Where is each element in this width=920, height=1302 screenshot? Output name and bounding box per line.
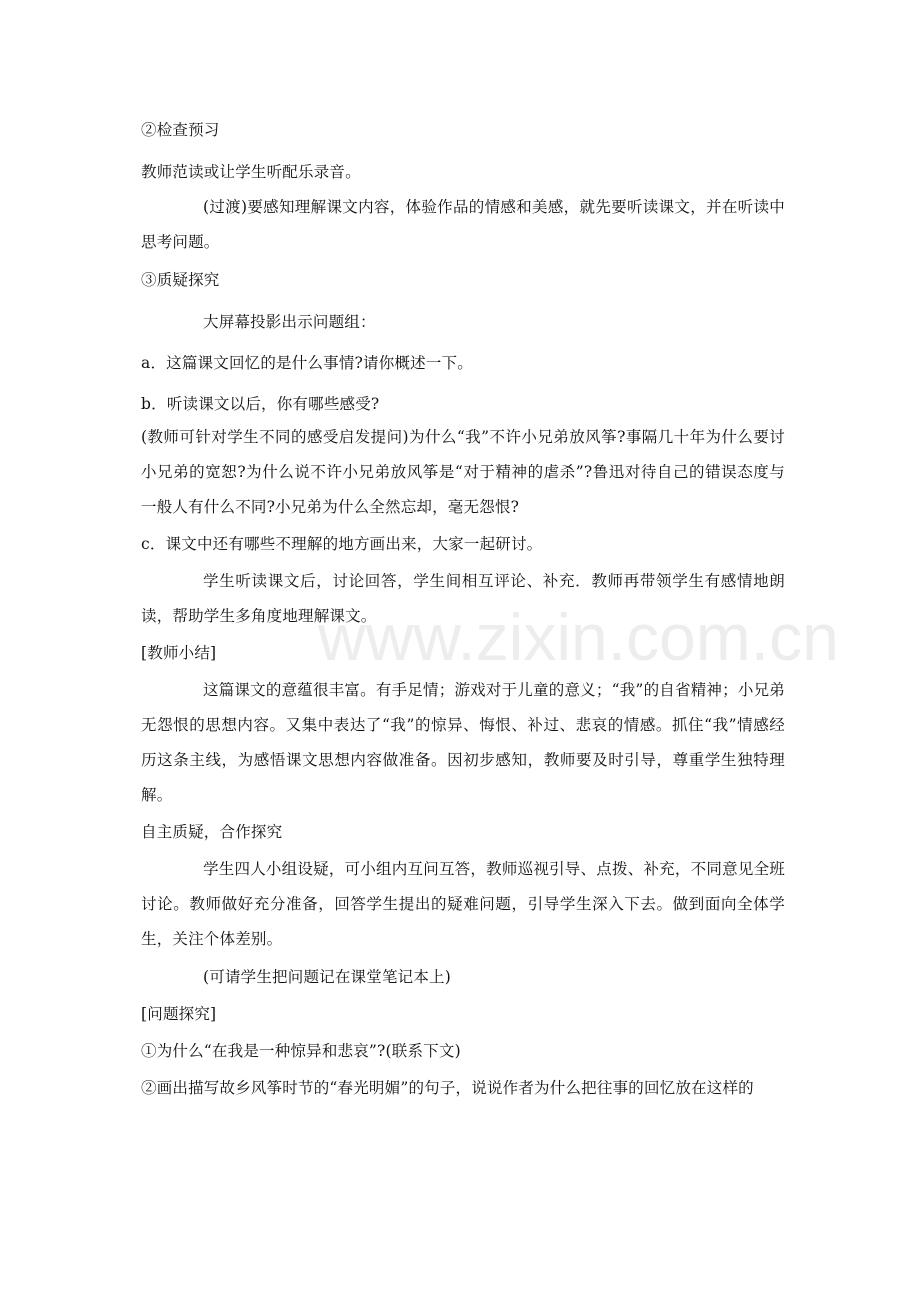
paragraph: 学生听读课文后，讨论回答，学生间相互评论、补充．教师再带领学生有感情地朗读，帮助学生多角度地理解课文。 [141,572,785,625]
document-body [141,116,785,1103]
question-item: c．课文中还有哪些不理解的地方画出来，大家一起研讨。 [141,535,543,553]
question-item: b．听读课文以后，你有哪些感受? [141,395,380,413]
section-heading-teacher-summary: [教师小结] [141,644,217,662]
paragraph: 大屏幕投影出示问题组： [203,313,376,331]
question-item: ①为什么“在我是一种惊异和悲哀”?(联系下文) [141,1042,461,1060]
section-heading-check-preview: ②检查预习 [141,121,220,139]
section-heading-inquiry: ③质疑探究 [141,271,220,289]
section-heading-self-inquiry: 自主质疑，合作探究 [141,823,283,841]
paragraph: 学生四人小组设疑，可小组内互问互答，教师巡视引导、点拨、补充，不同意见全班讨论。教师做好充分准备，回答学生提出的疑难问题，引导学生深入下去。做到面向全体学生，关注个体差别。 [141,860,785,948]
question-item: ②画出描写故乡风筝时节的“春光明媚”的句子，说说作者为什么把往事的回忆放在这样的 [141,1079,754,1097]
watermark-text: www.zixin.com.cn [318,600,839,674]
paragraph: (教师可针对学生不同的感受启发提问)为什么“我”不许小兄弟放风筝?事隔几十年为什么要讨小兄弟的宽恕?为什么说不许小兄弟放风筝是“对于精神的虐杀”?鲁迅对待自己的错误态度与一般人有什么不同?小兄弟为什么全然忘却，毫无怨恨? [141,428,785,516]
paragraph: (可请学生把问题记在课堂笔记本上) [203,968,451,986]
question-item: a．这篇课文回忆的是什么事情?请你概述一下。 [141,354,473,372]
paragraph: 教师范读或让学生听配乐录音。 [141,163,361,181]
section-heading-problem-inquiry: [问题探究] [141,1005,217,1023]
paragraph: (过渡)要感知理解课文内容，体验作品的情感和美感，就先要听读课文，并在听读中思考问题。 [141,198,785,251]
paragraph: 这篇课文的意蕴很丰富。有手足情；游戏对于儿童的意义；“我”的自省精神；小兄弟无怨恨的思想内容。又集中表达了“我”的惊异、悔恨、补过、悲哀的情感。抓住“我”情感经历这条主线，为感悟课文思想内容做准备。因初步感知，教师要及时引导，尊重学生独特理解。 [141,681,785,804]
